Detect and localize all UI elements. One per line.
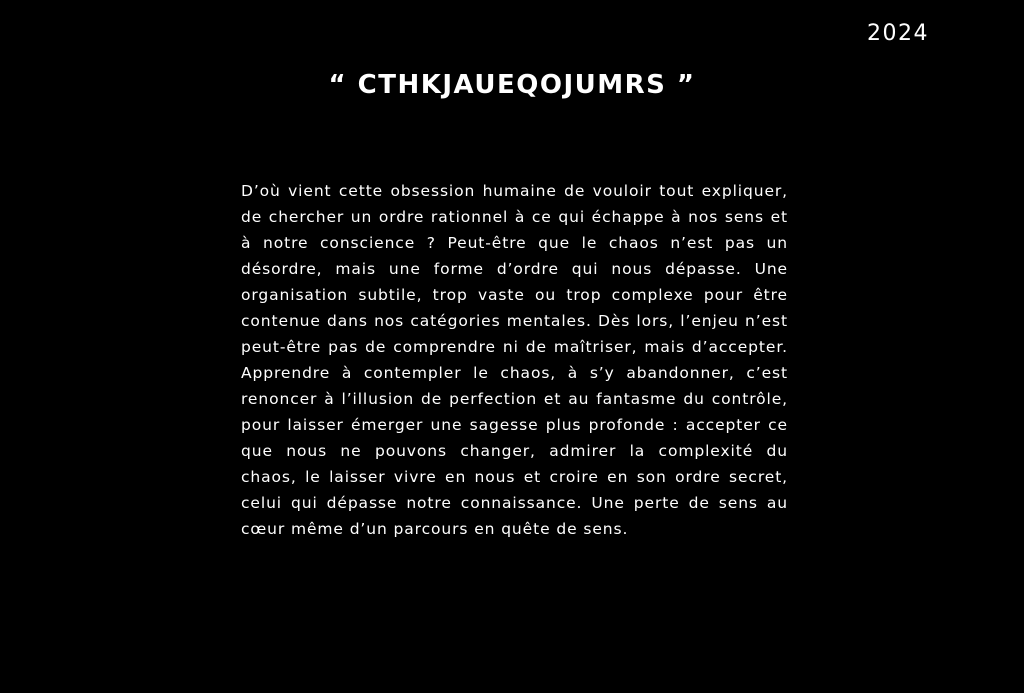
body-paragraph: D’où vient cette obsession humaine de vouloir tout expliquer, de chercher un ordre rationnel à ce qui échappe à nos sens et à notre conscience ? Peut-être que le chaos n’est pas un désordre, mais une forme d’ordre qui nous dépasse. Une organisation subtile, trop vaste ou trop complexe pour être contenue dans nos catégories mentales. Dès lors, l’enjeu n’est peut-être pas de comprendre ni de maîtriser, mais d’accepter. Apprendre à contempler le chaos, à s’y abandonner, c’est renoncer à l’illusion de perfection et au fantasme du contrôle, pour laisser émerger une sagesse plus profonde : accepter ce que nous ne pouvons changer, admirer la complexité du chaos, le laisser vivre en nous et croire en son ordre secret, celui qui dépasse notre connaissance. Une perte de sens au cœur même d’un parcours en quête de sens. [241, 182, 788, 538]
page-title: “ CTHKJAUEQOJUMRS ” [328, 70, 696, 100]
year-label: 2024 [867, 21, 929, 46]
